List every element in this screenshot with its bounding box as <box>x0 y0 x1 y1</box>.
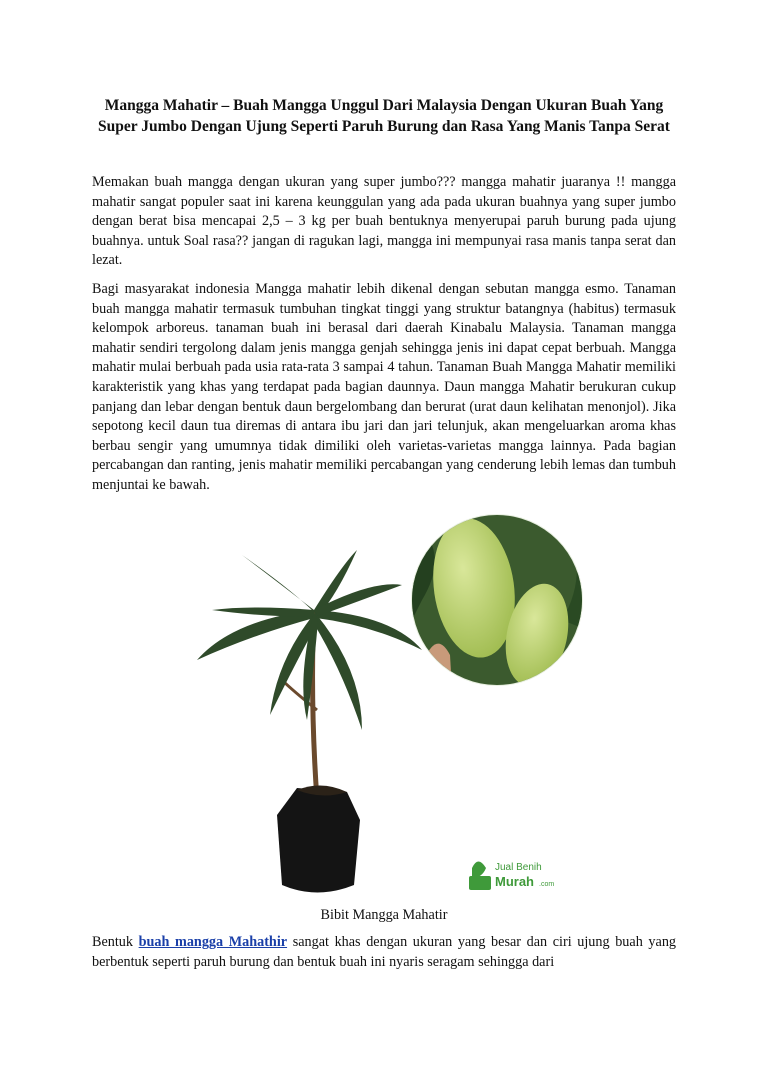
paragraph-shape-rest: sangat khas dengan ukuran yang besar dan ciri ujung buah yang berbentuk seperti paruh burung dan bentuk buah ini nyaris seragam sehingga dari <box>92 934 677 970</box>
paragraph-shape-start: Bentuk <box>92 934 139 950</box>
paragraph-shape <box>92 933 676 972</box>
paragraph-intro: Memakan buah mangga dengan ukuran yang super jumbo??? mangga mahatir juaranya !! mangga mahatir sangat populer saat ini karena keunggulan yang ada pada ukuran buahnya yang super jumbo dengan berat bisa mencapai 2,5 – 3 kg per buah bentuknya menyerupai paruh burung pada ujung buahnya. untuk Soal rasa?? jangan di ragukan lagi, mangga ini mempunyai rasa manis tanpa serat dan lezat. <box>92 174 676 269</box>
mango-mahathir-link[interactable]: buah mangga Mahathir <box>138 934 288 950</box>
mango-fruit-photo <box>407 510 587 692</box>
mango-seedling-photo <box>197 550 422 893</box>
mango-illustration <box>92 510 676 905</box>
figure-mango-seedling <box>92 510 676 905</box>
page-title: Mangga Mahatir – Buah Mangga Unggul Dari Malaysia Dengan Ukuran Buah Yang Super Jumbo Dengan Ujung Seperti Paruh Burung dan Rasa Yang Manis Tanpa Serat <box>98 97 670 135</box>
figure-caption: Bibit Mangga Mahatir <box>320 907 448 923</box>
paragraph-description: Bagi masyarakat indonesia Mangga mahatir lebih dikenal dengan sebutan mangga esmo. Tanaman buah mangga mahatir termasuk tumbuhan tingkat tinggi yang struktur batangnya (habitus) termasuk kelompok arboreus. tanaman buah ini berasal dari daerah Kinabalu Malaysia. Tanaman mangga mahatir sendiri tergolong dalam jenis mangga genjah sehingga jenis ini dapat cepat berbuah. Mangga mahatir mulai berbuah pada usia rata-rata 3 sampai 4 tahun. Tanaman Buah Mangga Mahatir memiliki karakteristik yang khas yang terdapat pada bagian daunnya. Daun mangga Mahatir berukuran cukup panjang dan lebar dengan bentuk daun bergelombang dan berurat (urat daun kelihatan menonjol). Jika sepotong kecil daun tua diremas di antara ibu jari dan jari telunjuk, akan mengeluarkan aroma khas berbau sengir yang umumnya tidak dimiliki oleh varietas-varietas mangga lainnya. Pada bagian percabangan dan ranting, jenis mahatir memiliki percabangan yang cenderung lebih lemas dan tumbuh menjuntai ke bawah. <box>92 281 676 493</box>
jual-benih-murah-logo <box>460 852 572 900</box>
logo-text-suffix: .com <box>539 881 555 888</box>
logo-text-line1: Jual Benih <box>495 862 542 873</box>
logo-text-line2: Murah <box>495 874 534 889</box>
